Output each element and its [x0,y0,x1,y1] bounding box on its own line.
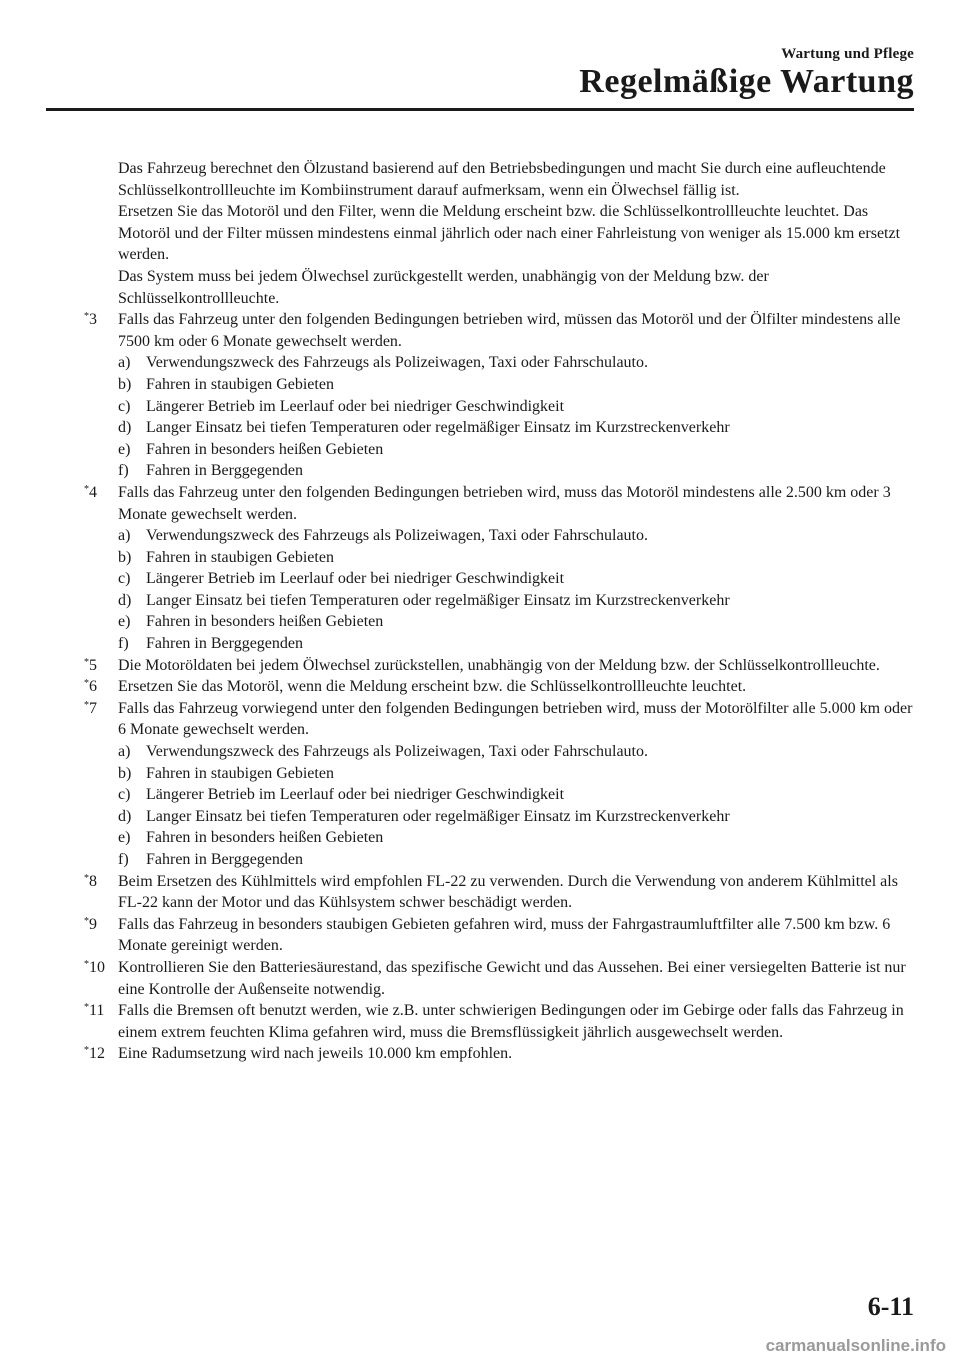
footnote-number-text: 4 [89,483,97,501]
footnote-number-text: 10 [89,958,105,976]
page-title: Regelmäßige Wartung [579,63,914,100]
condition-item [118,763,914,785]
footnote-4 [84,482,914,655]
footnote-number [84,309,97,331]
condition-text: Langer Einsatz bei tiefen Temperaturen oder regelmäßiger Einsatz im Kurzstreckenverkehr [146,419,730,437]
footnote-asterisk: * [84,1002,89,1014]
condition-text: Verwendungszweck des Fahrzeugs als Polizeiwagen, Taxi oder Fahrschulauto. [146,354,648,372]
footnote-text: Falls das Fahrzeug unter den folgenden Bedingungen betrieben wird, müssen das Motoröl und der Ölfilter mindestens alle 7500 km oder 6 Monate gewechselt werden. [118,311,901,350]
footnote-text: Eine Radumsetzung wird nach jeweils 10.000 km empfohlen. [118,1045,513,1063]
condition-label: c) [118,786,131,804]
condition-item [118,525,914,547]
condition-item [118,827,914,849]
footnote-12 [84,1043,914,1065]
footnote-number [84,871,97,893]
footnote-asterisk: * [84,915,89,927]
condition-text: Längerer Betrieb im Leerlauf oder bei niedriger Geschwindigkeit [146,570,565,588]
intro-paragraph: Das System muss bei jedem Ölwechsel zurückgestellt werden, unabhängig von der Meldung bzw. der Schlüsselkontrollleuchte. [118,267,769,307]
condition-label: d) [118,591,132,609]
condition-text: Längerer Betrieb im Leerlauf oder bei niedriger Geschwindigkeit [146,397,565,415]
footnote-text: Beim Ersetzen des Kühlmittels wird empfohlen FL-22 zu verwenden. Durch die Verwendung von anderem Kühlmittel als FL-22 kann der Motor und das Kühlsystem schwer beschädigt werden. [118,872,898,912]
footnote-asterisk: * [84,678,89,690]
condition-label: c) [118,570,131,588]
footnote-number [84,1000,104,1022]
footnote-text: Falls die Bremsen oft benutzt werden, wie z.B. unter schwierigen Bedingungen oder im Gebirge oder falls das Fahrzeug in einem extrem feuchten Klima gefahren wird, muss die Bremsflüssigkeit jährlich ausgewechselt werden. [118,1002,904,1041]
condition-item [118,439,914,461]
footnote-number-text: 11 [89,1002,105,1020]
page-number: 6-11 [867,1292,914,1321]
intro-paragraph: Ersetzen Sie das Motoröl und den Filter, wenn die Meldung erscheint bzw. die Schlüsselkontrollleuchte leuchtet. Das Motoröl und der Filter müssen mindestens einmal jährlich oder nach einer Fahrleistung von weniger als 15.000 km ersetzt werden. [118,203,901,264]
footnote-number-text: 3 [89,311,97,329]
condition-item [118,352,914,374]
condition-item [118,590,914,612]
footnote-number [84,482,97,504]
footnote-8 [84,871,914,914]
footnote-number [84,957,105,979]
header-section-label: Wartung und Pflege [781,46,914,62]
footnote-number-text: 12 [89,1045,105,1063]
condition-item [118,547,914,569]
footnote-6 [84,676,914,698]
condition-label: f) [118,851,129,868]
condition-item [118,611,914,633]
condition-item [118,849,914,871]
footnote-asterisk: * [84,699,89,711]
condition-list [118,525,914,655]
footnote-text: Die Motoröldaten bei jedem Ölwechsel zurückstellen, unabhängig von der Meldung bzw. der Schlüsselkontrollleuchte. [118,656,880,674]
condition-label: b) [118,375,132,393]
footnote-number-text: 5 [89,656,97,674]
condition-text: Fahren in Berggegenden [146,851,303,868]
condition-label: b) [118,548,132,566]
condition-label: a) [118,527,131,545]
footnote-asterisk: * [84,656,89,668]
condition-text: Längerer Betrieb im Leerlauf oder bei niedriger Geschwindigkeit [146,786,565,804]
condition-item [118,568,914,590]
condition-text: Fahren in Berggegenden [146,462,303,480]
page-content [84,158,914,1065]
condition-item [118,460,914,482]
footnote-number [84,655,97,677]
footnote-text: Falls das Fahrzeug in besonders staubigen Gebieten gefahren wird, muss der Fahrgastraumluftfilter alle 7.500 km bzw. 6 Monate gereinigt werden. [118,915,891,955]
condition-label: f) [118,462,129,480]
watermark: carmanualsonline.info [765,1336,946,1355]
condition-item [118,784,914,806]
footnote-number-text: 8 [89,872,97,890]
condition-label: d) [118,419,132,437]
footnote-7 [84,698,914,871]
condition-text: Langer Einsatz bei tiefen Temperaturen oder regelmäßiger Einsatz im Kurzstreckenverkehr [146,807,730,825]
condition-list [118,352,914,482]
footnote-text: Falls das Fahrzeug unter den folgenden Bedingungen betrieben wird, muss das Motoröl mindestens alle 2.500 km oder 3 Monate gewechselt werden. [118,483,891,523]
condition-label: e) [118,829,131,847]
footnote-3 [84,309,914,482]
condition-item [118,741,914,763]
condition-text: Fahren in staubigen Gebieten [146,548,334,566]
footnote-asterisk: * [84,1045,89,1057]
footnote-asterisk: * [84,483,89,495]
condition-label: d) [118,807,132,825]
footnote-number-text: 6 [89,678,97,696]
intro-block [84,158,914,309]
footnote-asterisk: * [84,872,89,884]
condition-text: Fahren in besonders heißen Gebieten [146,829,384,847]
footnote-number [84,1043,105,1065]
footnote-text: Ersetzen Sie das Motoröl, wenn die Meldung erscheint bzw. die Schlüsselkontrollleuchte leuchtet. [118,678,747,696]
footnote-asterisk: * [84,311,89,323]
condition-list [118,741,914,871]
footnote-text: Kontrollieren Sie den Batteriesäurestand, das spezifische Gewicht und das Aussehen. Bei einer versiegelten Batterie ist nur eine Kontrolle der Außenseite notwendig. [118,958,906,998]
condition-label: e) [118,613,131,631]
footnote-9 [84,914,914,957]
condition-label: b) [118,764,132,782]
condition-text: Fahren in Berggegenden [146,635,303,653]
condition-text: Fahren in staubigen Gebieten [146,375,334,393]
condition-text: Fahren in besonders heißen Gebieten [146,440,384,458]
condition-text: Verwendungszweck des Fahrzeugs als Polizeiwagen, Taxi oder Fahrschulauto. [146,527,648,545]
condition-text: Fahren in besonders heißen Gebieten [146,613,384,631]
footnote-number [84,676,97,698]
condition-item [118,374,914,396]
condition-label: a) [118,743,131,761]
intro-paragraph: Das Fahrzeug berechnet den Ölzustand basierend auf den Betriebsbedingungen und macht Sie durch eine aufleuchtende Schlüsselkontrollleuchte im Kombiinstrument darauf aufmerksam, wenn ein Ölwechsel fällig ist. [118,160,886,199]
footnote-text: Falls das Fahrzeug vorwiegend unter den folgenden Bedingungen betrieben wird, muss der Motorölfilter alle 5.000 km oder 6 Monate gewechselt werden. [118,699,913,739]
footnote-10 [84,957,914,1000]
footnote-list [84,309,914,1065]
condition-text: Langer Einsatz bei tiefen Temperaturen oder regelmäßiger Einsatz im Kurzstreckenverkehr [146,591,730,609]
condition-item [118,417,914,439]
condition-text: Fahren in staubigen Gebieten [146,764,334,782]
footnote-number [84,914,97,936]
condition-label: a) [118,354,131,372]
footnote-asterisk: * [84,958,89,970]
footnote-number [84,698,97,720]
footnote-number-text: 9 [89,915,97,933]
footnote-number-text: 7 [89,699,97,717]
condition-label: f) [118,635,129,653]
condition-item [118,396,914,418]
header-divider [46,108,914,111]
condition-text: Verwendungszweck des Fahrzeugs als Polizeiwagen, Taxi oder Fahrschulauto. [146,743,648,761]
condition-label: e) [118,440,131,458]
condition-item [118,633,914,655]
condition-item [118,806,914,828]
footnote-5 [84,655,914,677]
condition-label: c) [118,397,131,415]
footnote-11 [84,1000,914,1043]
